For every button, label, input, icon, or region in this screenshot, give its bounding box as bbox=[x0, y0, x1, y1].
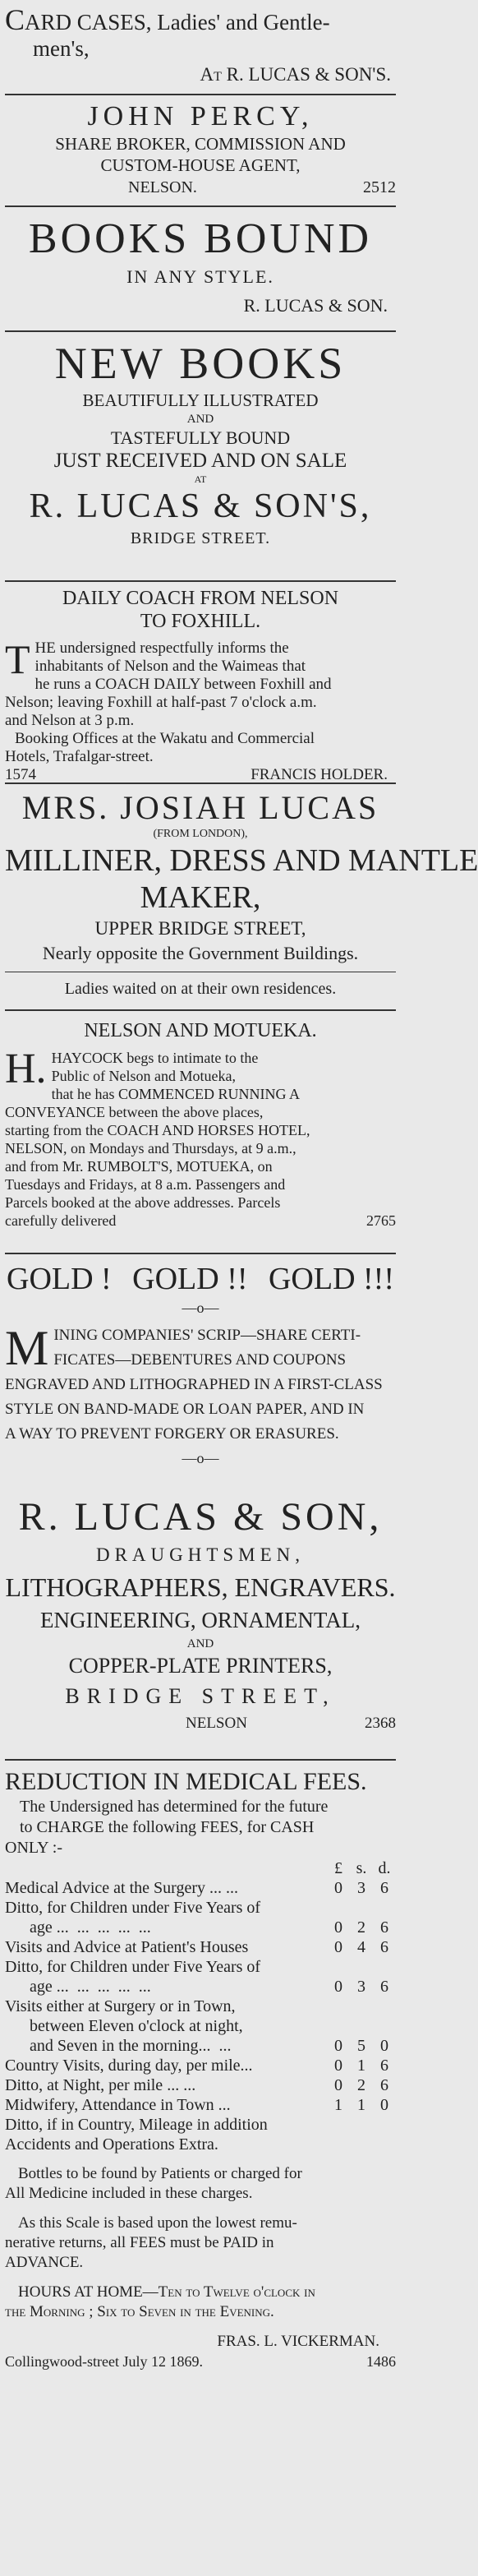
coach-body bbox=[5, 636, 396, 784]
fee-row bbox=[5, 1898, 396, 1918]
fee-pounds: 0 bbox=[334, 1938, 342, 1956]
fee-pounds: 0 bbox=[334, 1918, 342, 1937]
motueka-ref: 2765 bbox=[366, 1212, 396, 1229]
fee-row bbox=[5, 2036, 396, 2056]
fee-row bbox=[5, 2115, 396, 2135]
fee-row bbox=[5, 2135, 396, 2154]
gold-last-line: A WAY TO PREVENT FORGERY OR ERASURES. bbox=[5, 1425, 339, 1443]
fee-pounds bbox=[327, 2135, 350, 2154]
medical-signature: FRAS. L. VICKERMAN. bbox=[217, 2333, 379, 2350]
percy-line2: CUSTOM-HOUSE AGENT, bbox=[100, 155, 301, 175]
new-books-firm: R. LUCAS & SON'S, bbox=[29, 487, 372, 525]
books-bound-subtitle: IN ANY STYLE. bbox=[126, 266, 274, 287]
draughtsmen-line3: ENGINEERING, ORNAMENTAL, bbox=[39, 1608, 361, 1632]
books-bound-signature: R. LUCAS & SON. bbox=[243, 295, 388, 316]
coach-body-line: Hotels, Trafalgar-street. bbox=[5, 748, 154, 765]
card-cases-line2: men's, bbox=[33, 36, 90, 61]
fee-pence bbox=[373, 2115, 396, 2135]
fee-label: Ditto, for Children under Five Years of bbox=[5, 1899, 261, 1917]
fee-pounds bbox=[327, 2016, 350, 2036]
fee-row bbox=[5, 1977, 396, 1997]
fee-label: Visits either at Surgery or in Town, bbox=[5, 1997, 236, 2015]
fee-pence: 6 bbox=[380, 2076, 388, 2094]
ad-medical-fees bbox=[5, 1767, 396, 2371]
ad-nelson-motueka bbox=[5, 1018, 396, 1230]
gold-body bbox=[5, 1323, 396, 1447]
gold-separator: —o— bbox=[182, 1300, 219, 1316]
fee-label: between Eleven o'clock at night, bbox=[5, 2017, 243, 2035]
new-books-line3: TASTEFULLY BOUND bbox=[110, 427, 291, 448]
fee-shillings: 5 bbox=[357, 2037, 365, 2055]
new-books-title: NEW BOOKS bbox=[54, 339, 347, 388]
currency-pence: d. bbox=[378, 1859, 391, 1877]
fee-pence: 6 bbox=[380, 1879, 388, 1897]
books-bound-title: BOOKS BOUND bbox=[28, 215, 373, 262]
fee-shillings bbox=[350, 1997, 373, 2016]
gold-body-line: INING COMPANIES' SCRIP—SHARE CERTI- bbox=[53, 1327, 361, 1344]
coach-lead-letter: T bbox=[5, 636, 30, 682]
fee-row bbox=[5, 1957, 396, 1977]
fee-row bbox=[5, 1937, 396, 1957]
divider bbox=[5, 205, 396, 207]
motueka-lead-letter: H. bbox=[5, 1046, 47, 1092]
fee-pence bbox=[373, 1898, 396, 1918]
fee-shillings: 1 bbox=[357, 2057, 365, 2075]
medical-intro-last: ONLY :- bbox=[5, 1839, 63, 1857]
fee-pence bbox=[373, 2016, 396, 2036]
fee-pounds: 0 bbox=[334, 2057, 342, 2075]
coach-body-line: and Nelson at 3 p.m. bbox=[5, 712, 135, 729]
medical-scale-line: nerative returns, all FEES must be PAID in bbox=[5, 2234, 274, 2251]
medical-title: REDUCTION IN MEDICAL FEES. bbox=[5, 1768, 367, 1795]
fee-row bbox=[5, 1918, 396, 1937]
medical-intro-line: The Undersigned has determined for the future bbox=[20, 1798, 329, 1816]
fee-shillings bbox=[350, 1957, 373, 1977]
draughtsmen-place: NELSON bbox=[186, 1715, 247, 1732]
gold-word-2: GOLD !! bbox=[132, 1262, 248, 1296]
fee-label: age ... ... ... ... ... bbox=[5, 1918, 151, 1937]
coach-body-line: HE undersigned respectfully informs the bbox=[34, 639, 289, 657]
medical-ref: 1486 bbox=[366, 2353, 396, 2370]
fee-label: Midwifery, Attendance in Town ... bbox=[5, 2096, 231, 2114]
fee-label: Ditto, for Children under Five Years of bbox=[5, 1958, 261, 1976]
draughtsmen-line1: DRAUGHTSMEN, bbox=[95, 1544, 306, 1565]
divider bbox=[5, 1253, 396, 1254]
gold-lead-letter: M bbox=[5, 1321, 49, 1375]
fee-pounds bbox=[327, 1898, 350, 1918]
gold-word-1: GOLD ! bbox=[7, 1262, 112, 1296]
fee-pence bbox=[373, 2135, 396, 2154]
fee-label: Accidents and Operations Extra. bbox=[5, 2135, 218, 2154]
card-cases-lead-letter: C bbox=[5, 3, 25, 36]
percy-place: NELSON. bbox=[128, 178, 197, 196]
medical-scale-line: ADVANCE. bbox=[5, 2254, 84, 2271]
motueka-body bbox=[5, 1046, 396, 1230]
draughtsmen-firm: R. LUCAS & SON, bbox=[18, 1495, 383, 1539]
lucas-milliner-trade2: MAKER, bbox=[140, 880, 261, 915]
motueka-body-line: HAYCOCK begs to intimate to the bbox=[51, 1050, 259, 1066]
medical-bottles bbox=[5, 2164, 396, 2204]
fee-label: Medical Advice at the Surgery ... ... bbox=[5, 1879, 239, 1897]
lucas-milliner-street: UPPER BRIDGE STREET, bbox=[94, 918, 306, 939]
medical-scale-line: As this Scale is based upon the lowest remu- bbox=[18, 2214, 297, 2232]
medical-bottles-line: All Medicine included in these charges. bbox=[5, 2185, 253, 2202]
new-books-line5: AT bbox=[194, 473, 207, 485]
motueka-body-line: Tuesdays and Fridays, at 8 a.m. Passengers and bbox=[5, 1176, 286, 1193]
fee-pence: 0 bbox=[380, 2037, 388, 2055]
coach-body-line: he runs a COACH DAILY between Foxhill and bbox=[34, 676, 332, 693]
gold-body-line: ENGRAVED AND LITHOGRAPHED IN A FIRST-CLASS bbox=[5, 1376, 383, 1393]
card-cases-line1: ARD CASES, Ladies' and Gentle- bbox=[25, 10, 330, 35]
draughtsmen-ref: 2368 bbox=[365, 1715, 396, 1732]
ad-mrs-josiah-lucas bbox=[5, 789, 478, 965]
coach-body-line: inhabitants of Nelson and the Waimeas that bbox=[34, 658, 306, 675]
gold-body-line: STYLE ON BAND-MADE OR LOAN PAPER, AND IN bbox=[5, 1401, 365, 1418]
fee-shillings bbox=[350, 2135, 373, 2154]
fee-label: Visits and Advice at Patient's Houses bbox=[5, 1938, 249, 1956]
fee-pence: 6 bbox=[380, 1918, 388, 1937]
divider bbox=[5, 1759, 396, 1761]
fee-label: and Seven in the morning... ... bbox=[5, 2037, 232, 2055]
fee-shillings bbox=[350, 2016, 373, 2036]
medical-intro-line: to CHARGE the following FEES, for CASH bbox=[20, 1818, 315, 1836]
ad-john-percy bbox=[5, 100, 396, 199]
divider bbox=[5, 782, 396, 784]
medical-hours bbox=[5, 2283, 396, 2322]
ad-draughtsmen bbox=[5, 1494, 396, 1734]
fee-pence: 6 bbox=[380, 1938, 388, 1956]
draughtsmen-line5: COPPER-PLATE PRINTERS, bbox=[68, 1654, 333, 1678]
percy-ref: 2512 bbox=[363, 178, 396, 196]
currency-shillings: s. bbox=[356, 1859, 367, 1877]
medical-scale bbox=[5, 2214, 396, 2273]
percy-line1: SHARE BROKER, COMMISSION AND bbox=[55, 134, 346, 154]
fee-row bbox=[5, 2016, 396, 2036]
fee-pence bbox=[373, 1997, 396, 2016]
fee-table-header bbox=[5, 1858, 396, 1878]
medical-bottles-line: Bottles to be found by Patients or charged for bbox=[18, 2165, 302, 2182]
fee-pounds: 0 bbox=[334, 2037, 342, 2055]
fee-shillings bbox=[350, 1898, 373, 1918]
motueka-last-line: carefully delivered bbox=[5, 1212, 117, 1229]
fee-row bbox=[5, 2095, 396, 2115]
fee-label: age ... ... ... ... ... bbox=[5, 1978, 151, 1996]
coach-signature: FRANCIS HOLDER. bbox=[250, 766, 388, 783]
fee-shillings: 2 bbox=[357, 2076, 365, 2094]
fee-pounds bbox=[327, 1957, 350, 1977]
motueka-body-line: NELSON, on Mondays and Thursdays, at 9 a.m., bbox=[5, 1140, 296, 1156]
fee-pence bbox=[373, 1957, 396, 1977]
fee-shillings: 3 bbox=[357, 1879, 365, 1897]
fee-row bbox=[5, 2056, 396, 2075]
motueka-body-line: starting from the COACH AND HORSES HOTEL, bbox=[5, 1122, 310, 1138]
coach-ref: 1574 bbox=[5, 766, 36, 783]
fee-row bbox=[5, 1997, 396, 2016]
fee-pence: 0 bbox=[380, 2096, 388, 2114]
fee-shillings: 4 bbox=[357, 1938, 365, 1956]
motueka-body-line: CONVEYANCE between the above places, bbox=[5, 1104, 264, 1120]
gold-body-line: FICATES—DEBENTURES AND COUPONS bbox=[53, 1351, 347, 1369]
fee-pounds bbox=[327, 2115, 350, 2135]
motueka-body-line: and from Mr. RUMBOLT'S, MOTUEKA, on bbox=[5, 1158, 273, 1175]
medical-address: Collingwood-street July 12 1869. bbox=[5, 2353, 203, 2370]
coach-body-line: Booking Offices at the Wakatu and Commercial bbox=[15, 730, 315, 747]
fee-pounds: 0 bbox=[334, 1879, 342, 1897]
ad-daily-coach bbox=[5, 587, 396, 784]
coach-body-line: Nelson; leaving Foxhill at half-past 7 o'clock a.m. bbox=[5, 694, 317, 711]
divider bbox=[5, 1009, 396, 1011]
new-books-line2: AND bbox=[186, 413, 214, 426]
medical-intro bbox=[5, 1797, 396, 1838]
currency-pounds: £ bbox=[334, 1859, 342, 1877]
ad-new-books bbox=[5, 337, 396, 549]
draughtsmen-line4: AND bbox=[186, 1637, 214, 1650]
lucas-milliner-from: (FROM LONDON), bbox=[153, 828, 248, 840]
fee-label: Country Visits, during day, per mile... bbox=[5, 2057, 253, 2075]
fee-shillings: 1 bbox=[357, 2096, 365, 2114]
fee-shillings bbox=[350, 2115, 373, 2135]
new-books-line1: BEAUTIFULLY ILLUSTRATED bbox=[82, 390, 319, 410]
card-cases-line3: At R. LUCAS & SON'S. bbox=[200, 64, 391, 85]
fee-pounds: 0 bbox=[334, 1978, 342, 1996]
gold-word-3: GOLD !!! bbox=[268, 1262, 394, 1296]
medical-fee-table bbox=[5, 1858, 396, 2154]
ad-books-bound bbox=[5, 214, 396, 322]
motueka-body-line: Public of Nelson and Motueka, bbox=[51, 1068, 237, 1084]
ad-card-cases bbox=[5, 3, 396, 88]
ad-gold bbox=[5, 1261, 396, 1470]
divider bbox=[5, 330, 396, 332]
fee-pence: 6 bbox=[380, 2057, 388, 2075]
fee-row bbox=[5, 1878, 396, 1898]
lucas-milliner-name: MRS. JOSIAH LUCAS bbox=[21, 789, 379, 826]
motueka-body-line: that he has COMMENCED RUNNING A bbox=[51, 1086, 301, 1102]
lucas-milliner-note: Ladies waited on at their own residences. bbox=[64, 980, 337, 998]
divider bbox=[5, 94, 396, 95]
fee-shillings: 2 bbox=[357, 1918, 365, 1937]
fee-pounds bbox=[327, 1997, 350, 2016]
new-books-line4: JUST RECEIVED AND ON SALE bbox=[53, 450, 347, 472]
coach-title-line1: DAILY COACH FROM NELSON bbox=[62, 588, 339, 609]
percy-name: JOHN PERCY, bbox=[87, 101, 314, 132]
fee-label: Ditto, at Night, per mile ... ... bbox=[5, 2076, 196, 2094]
coach-title-line2: TO FOXHILL. bbox=[140, 611, 261, 632]
lucas-milliner-trade1: MILLINER, DRESS AND MANTLE bbox=[5, 843, 478, 878]
fee-label: Ditto, if in Country, Mileage in addition bbox=[5, 2116, 268, 2134]
new-books-street: BRIDGE STREET. bbox=[130, 529, 271, 547]
medical-hours-line: the Morning ; Six to Seven in the Evening. bbox=[5, 2303, 274, 2320]
motueka-title: NELSON AND MOTUEKA. bbox=[84, 1020, 317, 1041]
draughtsmen-line6: BRIDGE STREET, bbox=[65, 1684, 336, 1708]
fee-pounds: 0 bbox=[334, 2076, 342, 2094]
draughtsmen-line2: LITHOGRAPHERS, ENGRAVERS. bbox=[5, 1572, 396, 1602]
lucas-milliner-near: Nearly opposite the Government Buildings. bbox=[42, 943, 359, 963]
motueka-body-line: Parcels booked at the above addresses. Parcels bbox=[5, 1194, 281, 1211]
fee-pounds: 1 bbox=[334, 2096, 342, 2114]
gold-separator-2: —o— bbox=[182, 1450, 219, 1466]
divider bbox=[5, 580, 396, 582]
ad-mrs-josiah-lucas-note bbox=[5, 978, 396, 999]
medical-hours-line: HOURS AT HOME—Ten to Twelve o'clock in bbox=[18, 2283, 315, 2301]
fee-row bbox=[5, 2075, 396, 2095]
fee-pence: 6 bbox=[380, 1978, 388, 1996]
fee-shillings: 3 bbox=[357, 1978, 365, 1996]
